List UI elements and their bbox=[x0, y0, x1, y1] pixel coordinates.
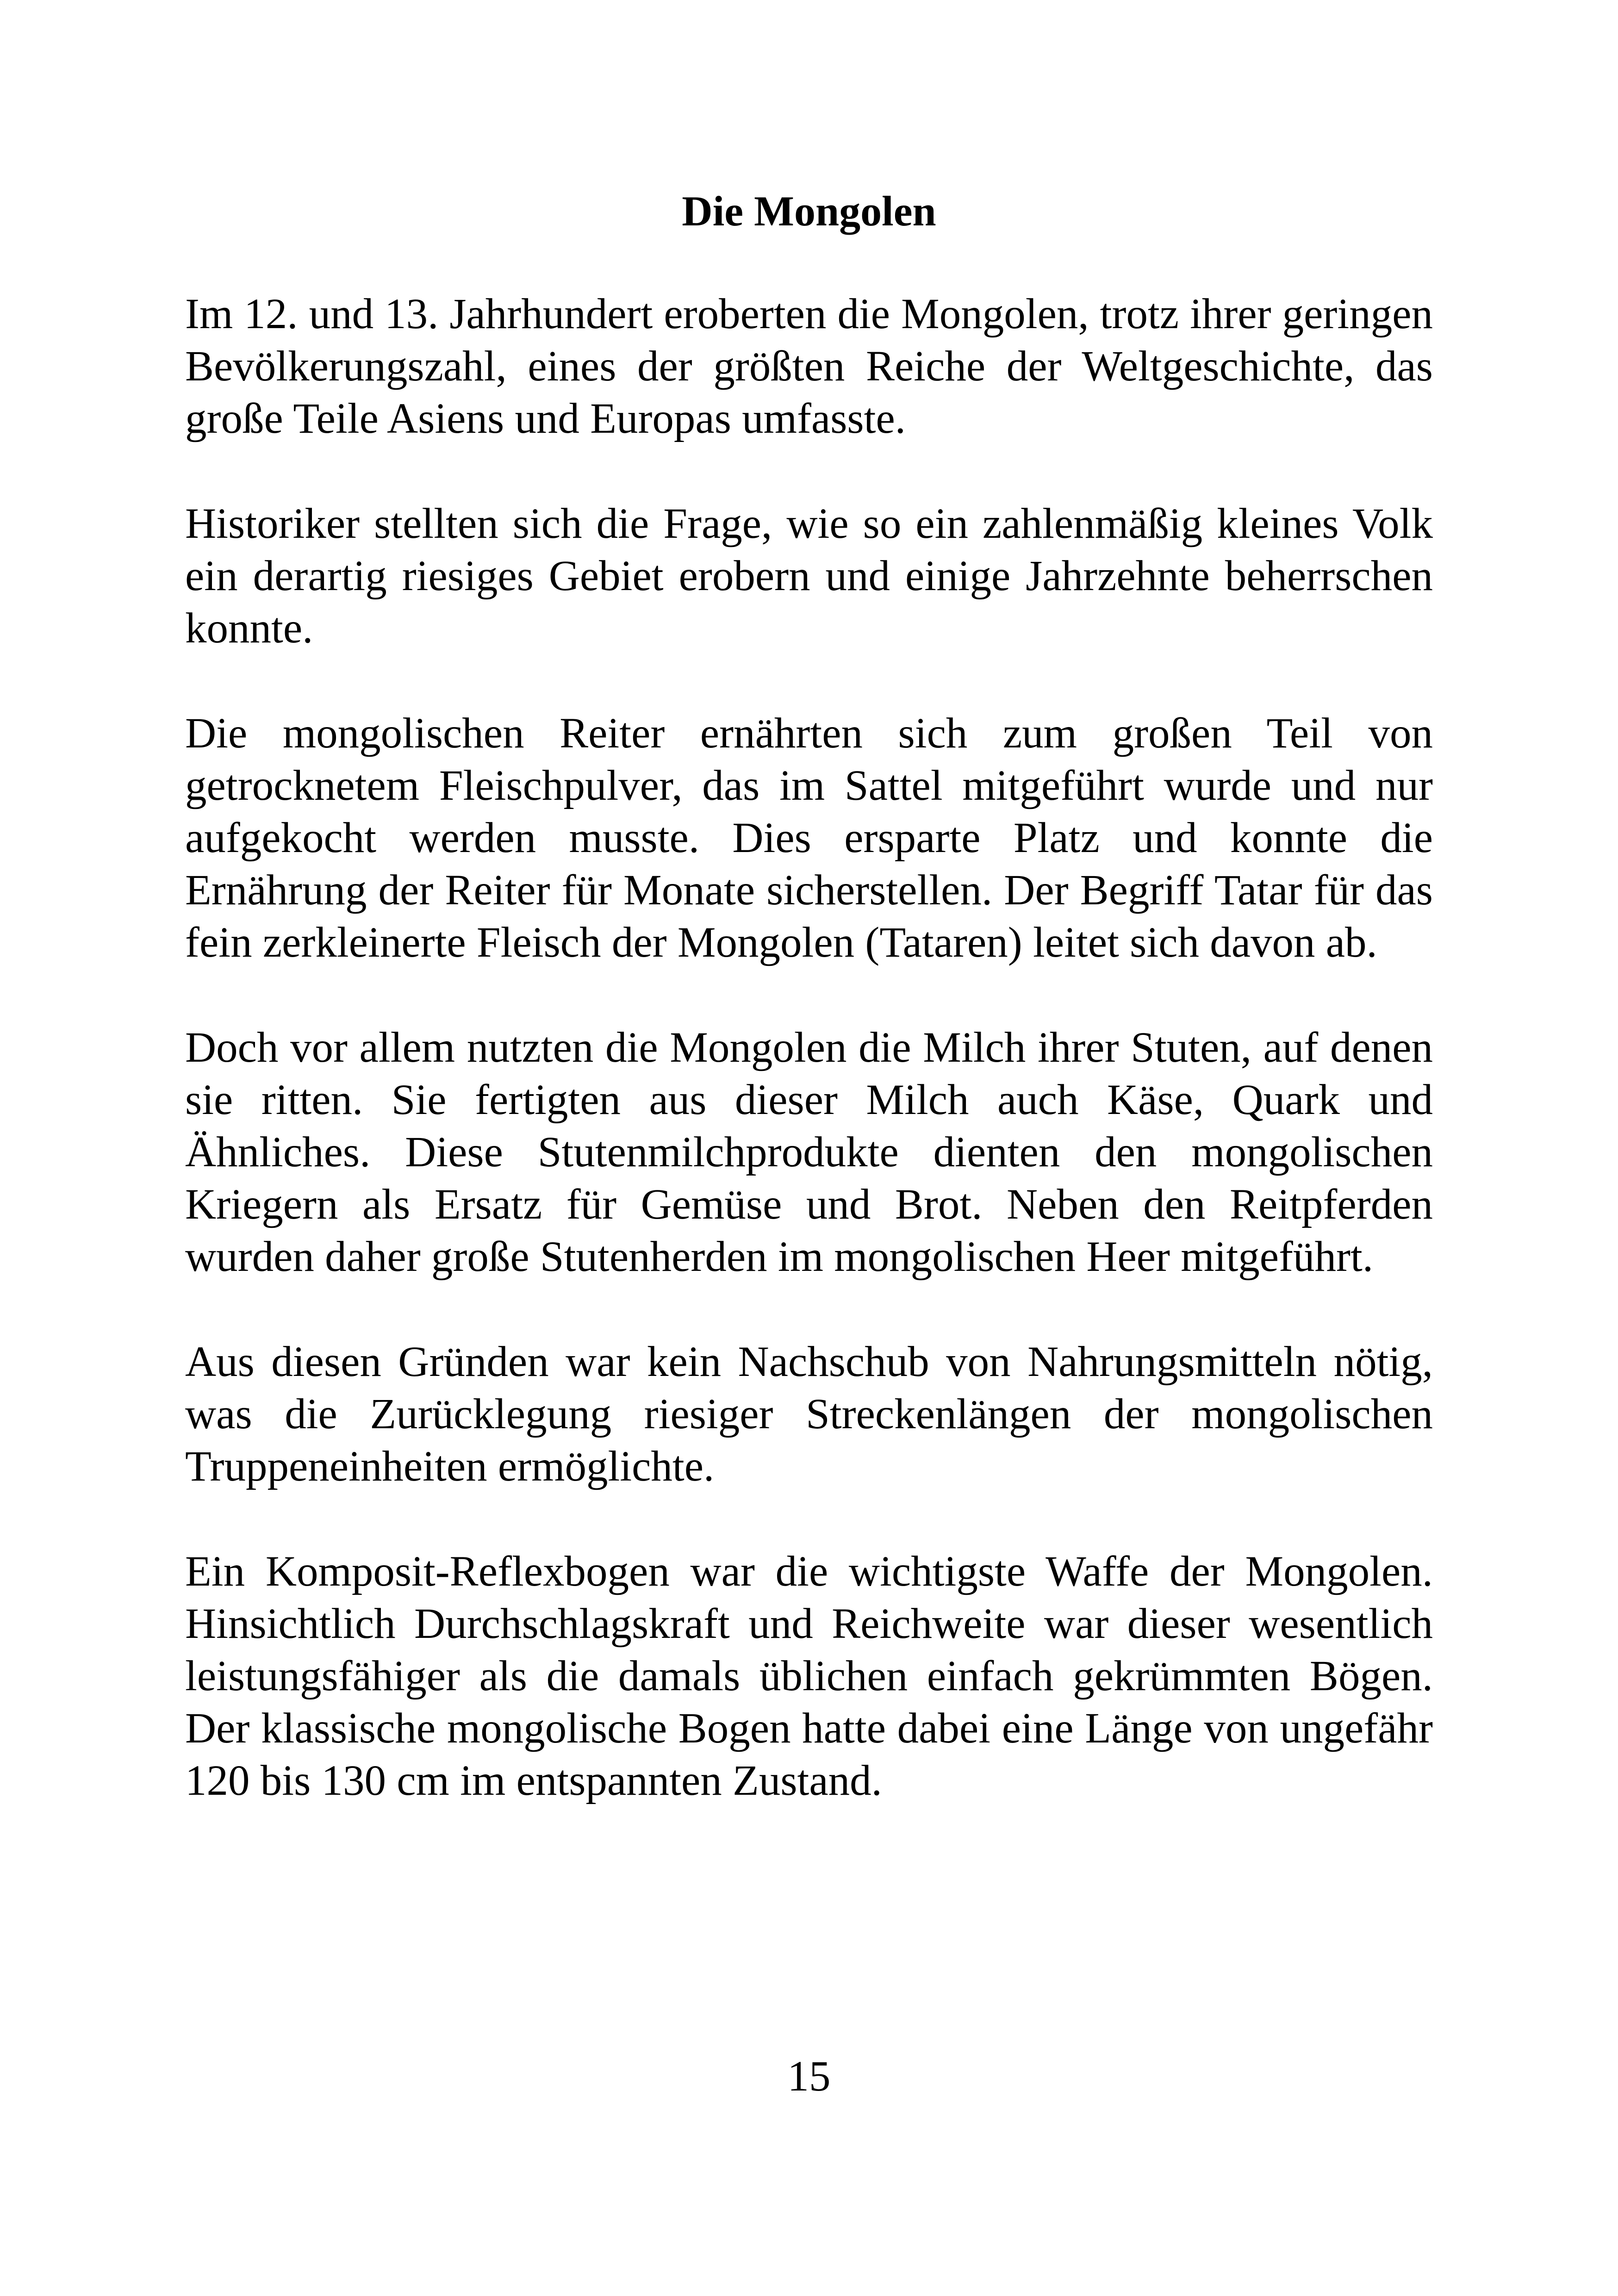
page-title: Die Mongolen bbox=[682, 187, 936, 235]
paragraph-5: Aus diesen Gründen war kein Nachschub von Nahrungsmitteln nötig, was die Zurücklegung riesiger Streckenlängen der mongolischen Truppeneinheiten ermöglichte. bbox=[185, 1338, 1433, 1490]
paragraph-2: Historiker stellten sich die Frage, wie so ein zahlenmäßig kleines Volk ein derartig riesiges Gebiet erobern und einige Jahrzehnte beherrschen konnte. bbox=[185, 500, 1433, 652]
page-number: 15 bbox=[787, 2053, 831, 2100]
paragraph-1: Im 12. und 13. Jahrhundert eroberten die Mongolen, trotz ihrer geringen Bevölkerungszahl, eines der größten Reiche der Weltgeschichte, das große Teile Asiens und Europas umfasste. bbox=[185, 290, 1433, 442]
page-body bbox=[185, 185, 1433, 1860]
paragraph-4: Doch vor allem nutzten die Mongolen die Milch ihrer Stuten, auf denen sie ritten. Sie fertigten aus dieser Milch auch Käse, Quark und Ähnliches. Diese Stutenmilchprodukte dienten den mongolischen Kriegern als Ersatz für Gemüse und Brot. Neben den Reitpferden wurden daher große Stutenherden im mongolischen Heer mitgeführt. bbox=[185, 1024, 1433, 1281]
paragraph-3: Die mongolischen Reiter ernährten sich zum großen Teil von getrocknetem Fleischpulver, das im Sattel mitgeführt wurde und nur aufgekocht werden musste. Dies ersparte Platz und konnte die Ernährung der Reiter für Monate sicherstellen. Der Begriff Tatar für das fein zerkleinerte Fleisch der Mongolen (Tataren) leitet sich davon ab. bbox=[185, 709, 1433, 966]
paragraph-6: Ein Komposit-Reflexbogen war die wichtigste Waffe der Mongolen. Hinsichtlich Durchschlagskraft und Reichweite war dieser wesentlich leistungsfähiger als die damals üblichen einfach gekrümmten Bögen. Der klassische mongolische Bogen hatte dabei eine Länge von ungefähr 120 bis 130 cm im entspannten Zustand. bbox=[185, 1548, 1433, 1804]
